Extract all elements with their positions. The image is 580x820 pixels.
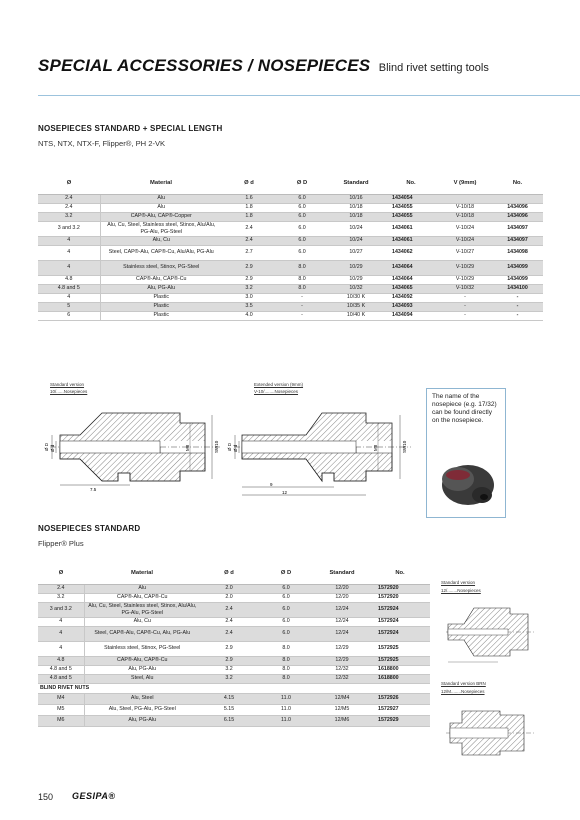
table-cell: 1434094 bbox=[384, 311, 438, 320]
table-cell: 12/24 bbox=[314, 617, 370, 626]
table-cell: 8.0 bbox=[258, 641, 314, 656]
section2-heading: NOSEPIECES STANDARD bbox=[38, 524, 141, 533]
table-cell: 6.0 bbox=[276, 221, 328, 236]
table-cell: 8.0 bbox=[276, 284, 328, 293]
dim-9: 9 bbox=[270, 482, 273, 487]
table-cell: 12/M6 bbox=[314, 715, 370, 726]
table-cell: 12/29 bbox=[314, 656, 370, 665]
table-cell: Alu bbox=[100, 194, 222, 203]
table-cell: V-10/32 bbox=[438, 284, 492, 293]
table-cell: 4.8 bbox=[38, 656, 84, 665]
table-cell bbox=[492, 194, 543, 203]
table-cell: Alu, PG-Alu bbox=[100, 284, 222, 293]
dim-sw10: SW10 bbox=[214, 440, 219, 453]
table-cell: Stainless steel, Stinox, PG-Steel bbox=[100, 260, 222, 275]
dim-7-5: 7.5 bbox=[90, 487, 97, 492]
table-row bbox=[38, 704, 430, 715]
col-header: Material bbox=[84, 562, 200, 584]
table-cell: CAP®-Alu, CAP®-Cu bbox=[84, 593, 200, 602]
table-cell: - bbox=[276, 302, 328, 311]
table-cell: 5 bbox=[38, 302, 100, 311]
table-cell: 12/M4 bbox=[314, 693, 370, 704]
table-row bbox=[38, 602, 430, 617]
table-cell: 8.0 bbox=[276, 275, 328, 284]
table-cell: 6.15 bbox=[200, 715, 258, 726]
table-row bbox=[38, 674, 430, 683]
table2-header-row bbox=[38, 562, 430, 584]
col-header: Ø bbox=[38, 562, 84, 584]
col-header: No. bbox=[384, 172, 438, 194]
table-cell: - bbox=[492, 302, 543, 311]
table-cell: 2.4 bbox=[38, 194, 100, 203]
nosepieces-table-2 bbox=[38, 562, 430, 727]
table-cell: Alu, Cu bbox=[84, 617, 200, 626]
table-cell: 4 bbox=[38, 260, 100, 275]
table-row bbox=[38, 311, 543, 320]
table-cell: 4.8 bbox=[38, 275, 100, 284]
table-cell: 2.4 bbox=[200, 626, 258, 641]
table-cell: 1.6 bbox=[222, 194, 276, 203]
table-cell: 11.0 bbox=[258, 693, 314, 704]
table-cell: 12/32 bbox=[314, 665, 370, 674]
table-cell: 6.0 bbox=[276, 236, 328, 245]
table-cell: 1434096 bbox=[492, 212, 543, 221]
standard-version-label: Standard version bbox=[50, 382, 85, 387]
table-cell: 10/24 bbox=[328, 221, 384, 236]
side-brn-code: 12/M........Nosepieces bbox=[441, 689, 485, 694]
table-row bbox=[38, 203, 543, 212]
table-cell: 1434061 bbox=[384, 221, 438, 236]
table-cell: M4 bbox=[38, 693, 84, 704]
table-cell: 6.0 bbox=[258, 617, 314, 626]
table-cell: Plastic bbox=[100, 311, 222, 320]
table-cell: 10/40 K bbox=[328, 311, 384, 320]
table-cell: 4.8 and 5 bbox=[38, 674, 84, 683]
table-cell: 1572926 bbox=[370, 693, 430, 704]
table-row bbox=[38, 584, 430, 593]
col-header: No. bbox=[492, 172, 543, 194]
col-header: Ø D bbox=[276, 172, 328, 194]
table-cell: 1618800 bbox=[370, 665, 430, 674]
table-cell: 1434099 bbox=[492, 260, 543, 275]
table-row bbox=[38, 194, 543, 203]
table-cell: 1618800 bbox=[370, 674, 430, 683]
table-cell: M5 bbox=[38, 704, 84, 715]
table-cell: 12/29 bbox=[314, 641, 370, 656]
standard-nosepiece-drawing bbox=[40, 395, 225, 495]
table-cell: Alu, PG-Alu bbox=[84, 665, 200, 674]
table-cell: 3.5 bbox=[222, 302, 276, 311]
table-cell: V-10/24 bbox=[438, 221, 492, 236]
table-row bbox=[38, 715, 430, 726]
table-cell: 5.15 bbox=[200, 704, 258, 715]
table-cell: 6.0 bbox=[276, 212, 328, 221]
table-cell: 2.7 bbox=[222, 245, 276, 260]
dim-sw10-ext: SW10 bbox=[402, 440, 407, 453]
page-subtitle: Blind rivet setting tools bbox=[378, 62, 489, 74]
table-cell: CAP®-Alu, CAP®-Cu bbox=[84, 656, 200, 665]
table-cell: Alu, Steel bbox=[84, 693, 200, 704]
table-cell: 10/29 bbox=[328, 275, 384, 284]
group-row bbox=[38, 683, 430, 693]
table-cell: 1572920 bbox=[370, 593, 430, 602]
table-cell: 1434093 bbox=[384, 302, 438, 311]
table-cell: 1.8 bbox=[222, 212, 276, 221]
table-row bbox=[38, 212, 543, 221]
header-rule bbox=[38, 95, 580, 96]
section1-heading: NOSEPIECES STANDARD + SPECIAL LENGTH bbox=[38, 124, 223, 133]
section1-subheading: NTS, NTX, NTX-F, Flipper®, PH 2-VK bbox=[38, 139, 166, 148]
table-cell: 10/24 bbox=[328, 236, 384, 245]
table-cell: 4 bbox=[38, 245, 100, 260]
table-cell: Alu, Cu, Steel, Stainless steel, Stinox, Alu/Alu, PG-Alu, PG-Steel bbox=[84, 602, 200, 617]
table-cell: V-10/27 bbox=[438, 245, 492, 260]
table-row bbox=[38, 626, 430, 641]
table-cell: 4.0 bbox=[222, 311, 276, 320]
dim-12: 12 bbox=[282, 490, 288, 495]
table-cell: 2.4 bbox=[222, 236, 276, 245]
table-cell: 10/27 bbox=[328, 245, 384, 260]
table-cell: 1434055 bbox=[384, 212, 438, 221]
table-cell: - bbox=[438, 293, 492, 302]
table-cell: 3.2 bbox=[222, 284, 276, 293]
col-header: No. bbox=[370, 562, 430, 584]
col-header: Ø bbox=[38, 172, 100, 194]
table-cell: 1434061 bbox=[384, 236, 438, 245]
table-row bbox=[38, 245, 543, 260]
table-cell: 2.4 bbox=[38, 584, 84, 593]
table-row bbox=[38, 236, 543, 245]
table-row bbox=[38, 665, 430, 674]
table-row bbox=[38, 221, 543, 236]
page-title: SPECIAL ACCESSORIES / NOSEPIECES bbox=[38, 56, 371, 75]
table-cell: 10/18 bbox=[328, 212, 384, 221]
table-cell: 2.4 bbox=[200, 602, 258, 617]
table-cell: CAP®-Alu, CAP®-Cu bbox=[100, 275, 222, 284]
table-cell: 11.0 bbox=[258, 715, 314, 726]
dim-d-ext: Ø d bbox=[233, 444, 238, 452]
table-cell: 1434062 bbox=[384, 245, 438, 260]
dim-d: Ø d bbox=[50, 444, 55, 452]
table-cell: - bbox=[492, 311, 543, 320]
table-cell: 12/20 bbox=[314, 584, 370, 593]
table-cell: 3.2 bbox=[38, 212, 100, 221]
table-cell: 1572924 bbox=[370, 626, 430, 641]
table-cell: 3 and 3.2 bbox=[38, 602, 84, 617]
col-header: Ø d bbox=[222, 172, 276, 194]
table-cell: 6.0 bbox=[258, 593, 314, 602]
table-row bbox=[38, 275, 543, 284]
col-header: Standard bbox=[328, 172, 384, 194]
table-cell: 10/32 bbox=[328, 284, 384, 293]
table-cell: V-10/24 bbox=[438, 236, 492, 245]
table-cell: 1572924 bbox=[370, 617, 430, 626]
table-cell: 12/24 bbox=[314, 626, 370, 641]
table-cell: 1434100 bbox=[492, 284, 543, 293]
extended-version-label: Extended version (9mm) bbox=[254, 382, 304, 387]
table-cell: 4.15 bbox=[200, 693, 258, 704]
table-cell: 3.2 bbox=[200, 665, 258, 674]
table-cell: 1434098 bbox=[492, 245, 543, 260]
table-cell: - bbox=[438, 311, 492, 320]
table-cell: 3.2 bbox=[200, 674, 258, 683]
table-cell: 6.0 bbox=[276, 245, 328, 260]
side-brn-drawing bbox=[440, 697, 540, 769]
table-cell: 1434097 bbox=[492, 236, 543, 245]
extended-nosepiece-drawing bbox=[226, 395, 416, 505]
table-cell: 6.0 bbox=[276, 194, 328, 203]
table-cell: 2.4 bbox=[222, 221, 276, 236]
col-header: Material bbox=[100, 172, 222, 194]
table-cell: 10/30 K bbox=[328, 293, 384, 302]
table-cell: 4 bbox=[38, 617, 84, 626]
table-cell: - bbox=[276, 293, 328, 302]
table-cell: 1434064 bbox=[384, 275, 438, 284]
table-cell: 8.0 bbox=[258, 665, 314, 674]
table-cell: Alu, Cu bbox=[100, 236, 222, 245]
table-cell: V-10/29 bbox=[438, 275, 492, 284]
table-cell: 12/24 bbox=[314, 602, 370, 617]
table-cell: CAP®-Alu, CAP®-Copper bbox=[100, 212, 222, 221]
table-row bbox=[38, 617, 430, 626]
table-cell: 1572925 bbox=[370, 656, 430, 665]
table-row bbox=[38, 284, 543, 293]
table-cell: 8.0 bbox=[258, 674, 314, 683]
table-cell: 1434099 bbox=[492, 275, 543, 284]
table-cell: Alu, Steel, PG-Alu, PG-Steel bbox=[84, 704, 200, 715]
table-cell: 6.0 bbox=[258, 584, 314, 593]
dim-m8-ext: M8 bbox=[373, 444, 378, 451]
side-brn-label: Standard version BRN bbox=[441, 681, 486, 686]
table-cell: 12/M5 bbox=[314, 704, 370, 715]
table-cell: 4 bbox=[38, 641, 84, 656]
dim-m8: M8 bbox=[185, 444, 190, 451]
table-cell: Steel, CAP®-Alu, CAP®-Cu, Alu, PG-Alu bbox=[84, 626, 200, 641]
table-cell: 2.9 bbox=[222, 275, 276, 284]
table-cell: 1434097 bbox=[492, 221, 543, 236]
table-cell: 1434055 bbox=[384, 203, 438, 212]
table-cell: 3.0 bbox=[222, 293, 276, 302]
table-cell: 6.0 bbox=[258, 602, 314, 617]
table-cell: - bbox=[438, 302, 492, 311]
table-cell: Steel, Alu bbox=[84, 674, 200, 683]
table-cell: 3.2 bbox=[38, 593, 84, 602]
table-cell: 6 bbox=[38, 311, 100, 320]
table-cell: 11.0 bbox=[258, 704, 314, 715]
table-cell: 2.0 bbox=[200, 584, 258, 593]
table-row bbox=[38, 302, 543, 311]
side-standard-drawing bbox=[440, 596, 540, 668]
table-cell: 8.0 bbox=[258, 656, 314, 665]
table-cell: 1572929 bbox=[370, 715, 430, 726]
table-cell: Alu, Cu, Steel, Stainless steel, Stinox, Alu/Alu, PG-Alu, PG-Steel bbox=[100, 221, 222, 236]
brand-logo: GESIPA® bbox=[72, 791, 116, 801]
table-cell: 1572927 bbox=[370, 704, 430, 715]
side-standard-code: 12/........Nosepieces bbox=[441, 588, 481, 593]
dim-D-ext: Ø D bbox=[227, 442, 232, 451]
extended-version-code: V-10/........Nosepieces bbox=[254, 389, 299, 394]
table-cell: 12/32 bbox=[314, 674, 370, 683]
table-row bbox=[38, 593, 430, 602]
info-text: The name of the nosepiece (e.g. 17/32) can be found directly on the nosepiece. bbox=[432, 393, 497, 424]
table-cell: V-10/29 bbox=[438, 260, 492, 275]
table-cell: Stainless steel, Stinox, PG-Steel bbox=[84, 641, 200, 656]
table-cell: 4 bbox=[38, 236, 100, 245]
table-cell: 8.0 bbox=[276, 260, 328, 275]
table-cell: 1572925 bbox=[370, 641, 430, 656]
table-cell: V-10/18 bbox=[438, 203, 492, 212]
table-cell: 6.0 bbox=[276, 203, 328, 212]
group-label: BLIND RIVET NUTS bbox=[38, 683, 430, 693]
table-cell: 1.8 bbox=[222, 203, 276, 212]
table-cell: 12/20 bbox=[314, 593, 370, 602]
section2-subheading: Flipper® Plus bbox=[38, 539, 84, 548]
table-cell bbox=[438, 194, 492, 203]
info-box bbox=[426, 388, 506, 518]
table-cell: 4.8 and 5 bbox=[38, 665, 84, 674]
table-cell: 4.8 and 5 bbox=[38, 284, 100, 293]
table-cell: 1572924 bbox=[370, 602, 430, 617]
table-cell: - bbox=[276, 311, 328, 320]
table-cell: 2.9 bbox=[200, 641, 258, 656]
table-cell: 10/16 bbox=[328, 194, 384, 203]
table-cell: V-10/18 bbox=[438, 212, 492, 221]
table-cell: 4 bbox=[38, 293, 100, 302]
col-header: Ø d bbox=[200, 562, 258, 584]
table-cell: Plastic bbox=[100, 293, 222, 302]
table-cell: 1434065 bbox=[384, 284, 438, 293]
dim-D: Ø D bbox=[44, 442, 49, 451]
table-row bbox=[38, 656, 430, 665]
nosepiece-photo bbox=[428, 445, 506, 515]
table-cell: Alu bbox=[84, 584, 200, 593]
side-standard-label: Standard version bbox=[441, 580, 476, 585]
table-cell: 2.4 bbox=[38, 203, 100, 212]
table-cell: Steel, CAP®-Alu, CAP®-Cu, Alu/Alu, PG-Alu bbox=[100, 245, 222, 260]
col-header: Ø D bbox=[258, 562, 314, 584]
table-cell: Alu bbox=[100, 203, 222, 212]
table-cell: M6 bbox=[38, 715, 84, 726]
table-cell: 10/18 bbox=[328, 203, 384, 212]
table-cell: Alu, PG-Alu bbox=[84, 715, 200, 726]
table-cell: 1572920 bbox=[370, 584, 430, 593]
table-cell: 10/35 K bbox=[328, 302, 384, 311]
table-cell: 2.0 bbox=[200, 593, 258, 602]
table-cell: 1434092 bbox=[384, 293, 438, 302]
table-cell: 2.9 bbox=[200, 656, 258, 665]
table-cell: 4 bbox=[38, 626, 84, 641]
col-header: V (9mm) bbox=[438, 172, 492, 194]
table-row bbox=[38, 260, 543, 275]
table-cell: 1434096 bbox=[492, 203, 543, 212]
table-cell: 2.9 bbox=[222, 260, 276, 275]
page-number: 150 bbox=[38, 792, 54, 802]
table1-header-row bbox=[38, 172, 543, 194]
table-cell: 1434054 bbox=[384, 194, 438, 203]
table-row bbox=[38, 293, 543, 302]
table-cell: 6.0 bbox=[258, 626, 314, 641]
page-header bbox=[38, 56, 580, 86]
standard-version-code: 10/......Nosepieces bbox=[50, 389, 88, 394]
table-row bbox=[38, 693, 430, 704]
table-cell: 1434064 bbox=[384, 260, 438, 275]
table-row bbox=[38, 641, 430, 656]
table-cell: 3 and 3.2 bbox=[38, 221, 100, 236]
table-cell: 2.4 bbox=[200, 617, 258, 626]
table-cell: Plastic bbox=[100, 302, 222, 311]
nosepieces-table-1 bbox=[38, 172, 543, 321]
col-header: Standard bbox=[314, 562, 370, 584]
table-cell: 10/29 bbox=[328, 260, 384, 275]
table-cell: - bbox=[492, 293, 543, 302]
